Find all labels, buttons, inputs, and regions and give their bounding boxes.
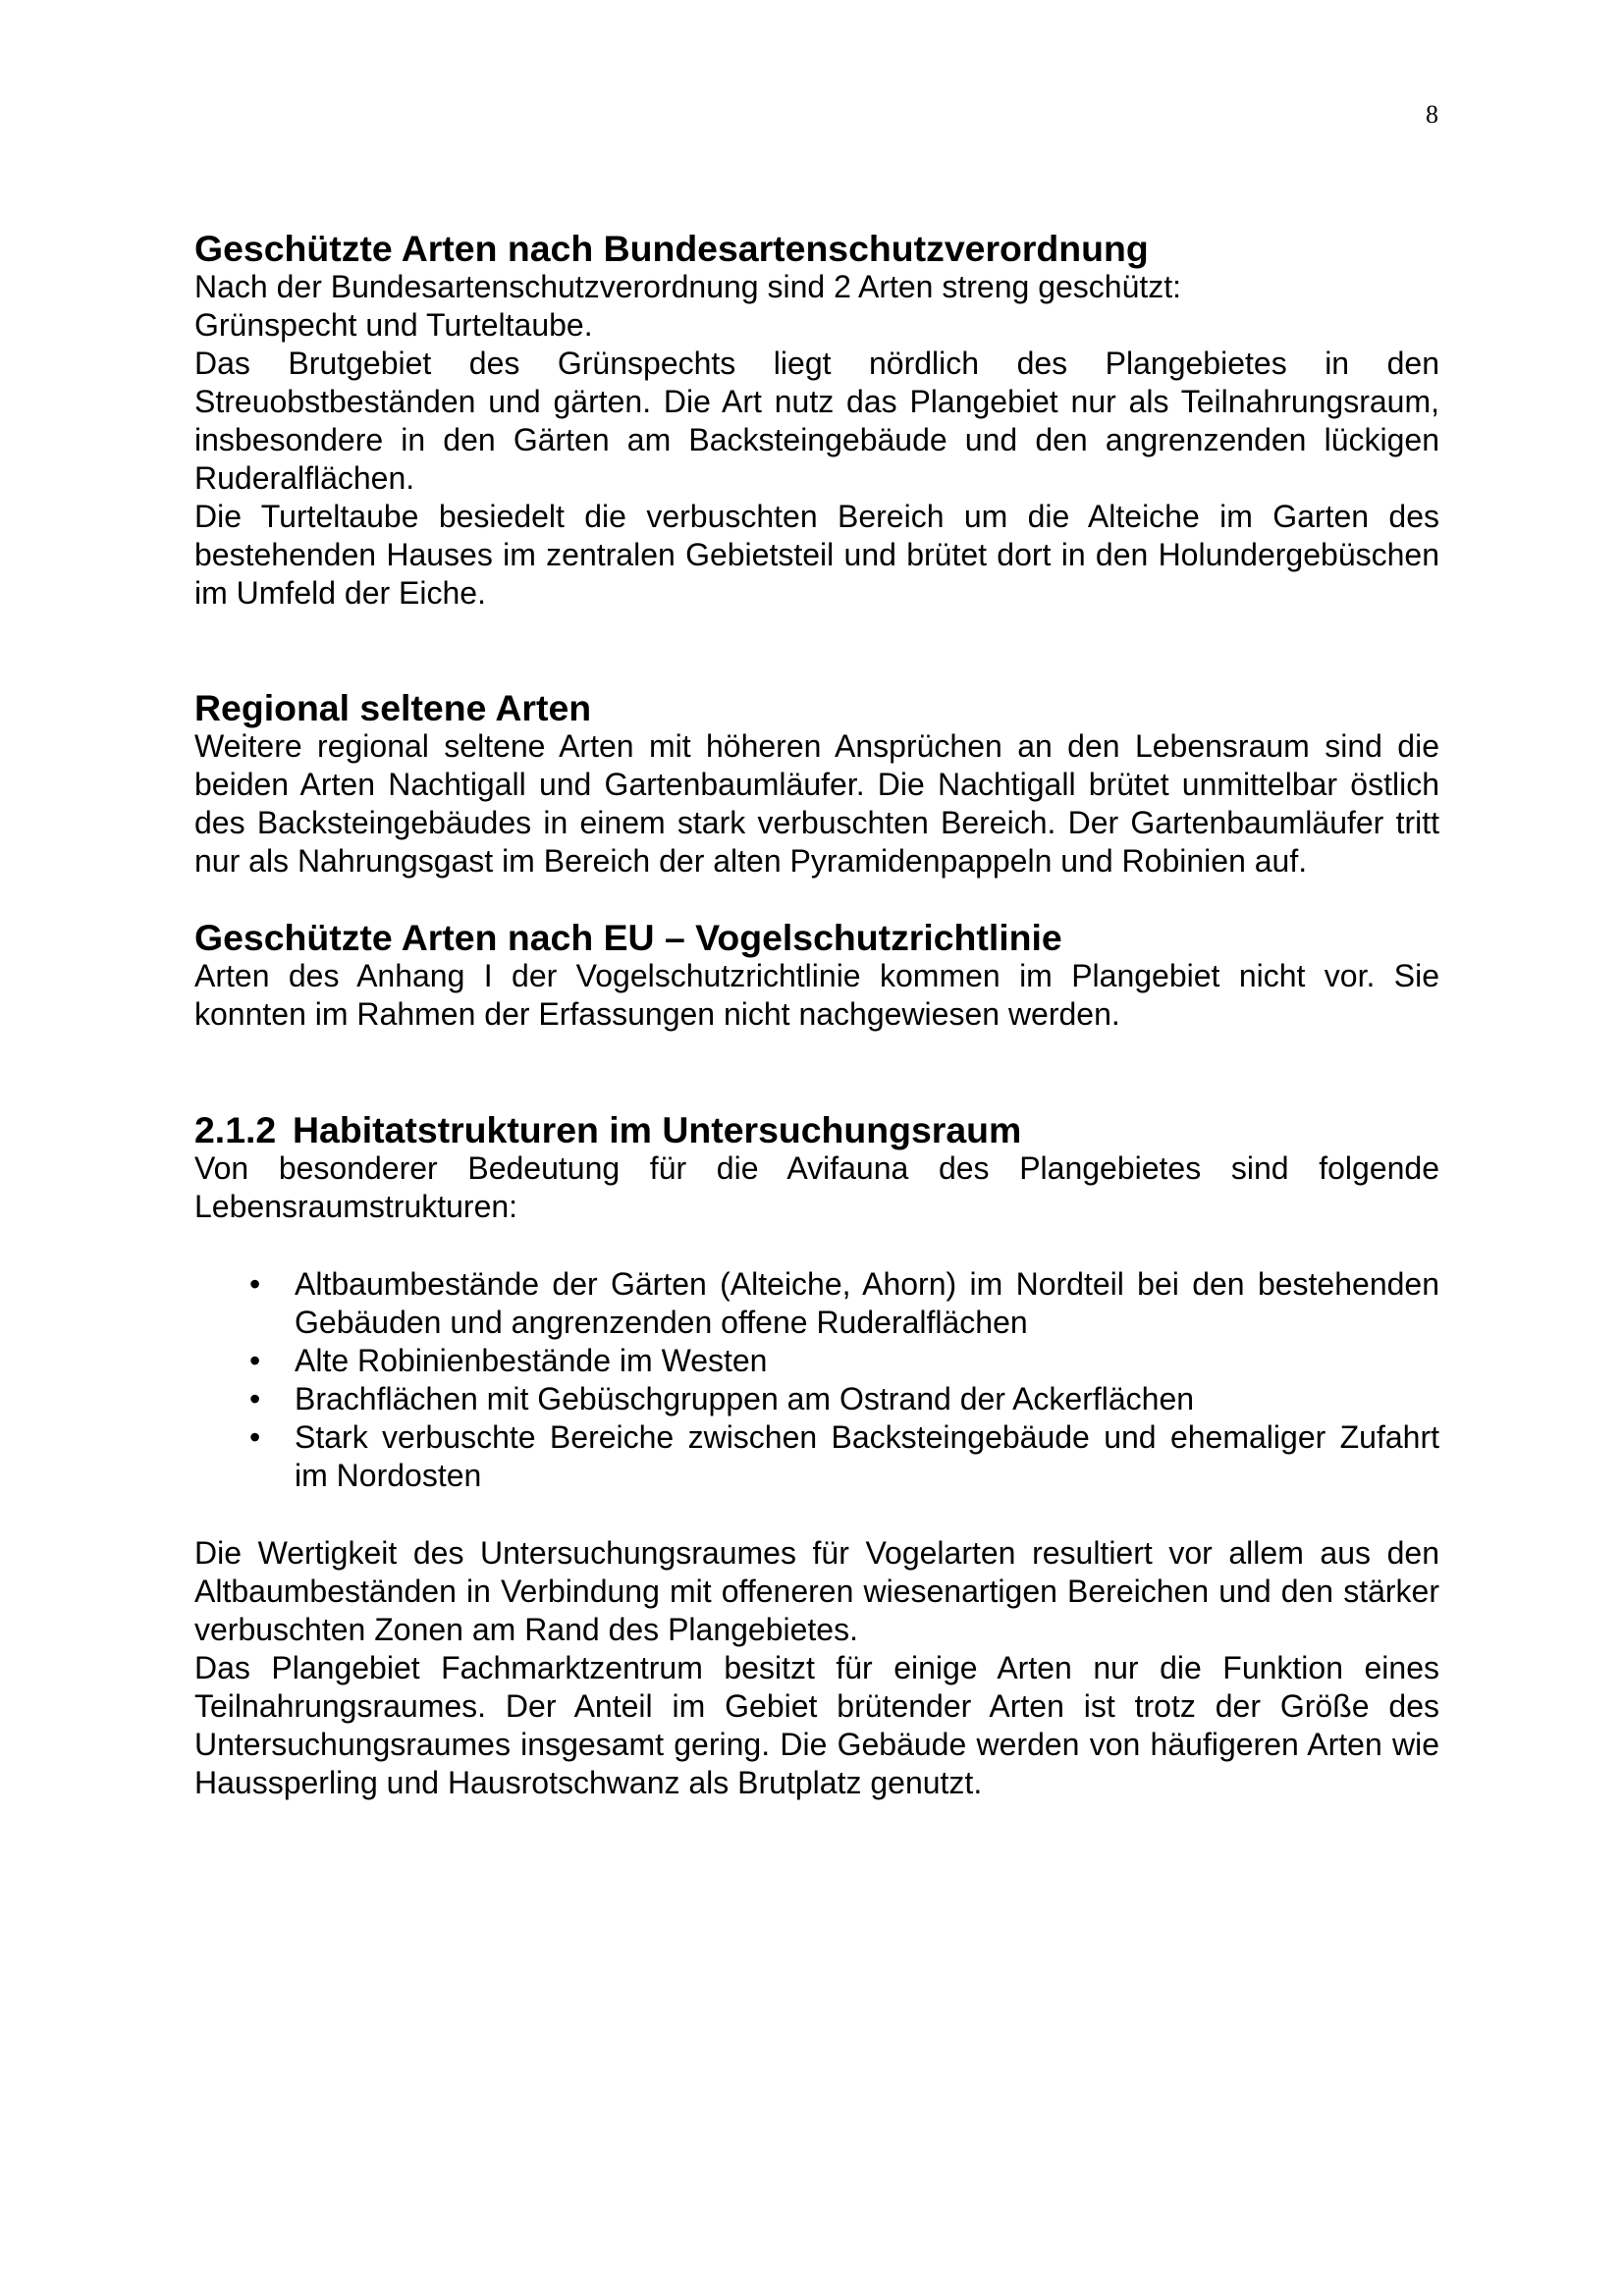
- paragraph: Die Turteltaube besiedelt die verbuschten Bereich um die Alteiche im Garten des bestehenden Hauses im zentralen Gebietsteil und brütet dort in den Holundergebüschen im Umfeld der Eiche.: [194, 499, 1439, 611]
- list-item-text: Alte Robinienbestände im Westen: [295, 1343, 768, 1378]
- list-item-text: Altbaumbestände der Gärten (Alteiche, Ahorn) im Nordteil bei den bestehenden Gebäuden und angrenzenden offene Ruderalflächen: [295, 1266, 1439, 1340]
- paragraph: Das Brutgebiet des Grünspechts liegt nördlich des Plangebietes in den Streuobstbeständen und gärten. Die Art nutz das Plangebiet nur als Teilnahrungsraum, insbesondere in den Gärten am Backsteingebäude und den angrenzenden lückigen Ruderalflächen.: [194, 346, 1439, 496]
- section-heading: Geschützte Arten nach EU – Vogelschutzrichtlinie: [194, 917, 1062, 958]
- list-item: [194, 1418, 1439, 1495]
- paragraph: Grünspecht und Turteltaube.: [194, 307, 593, 343]
- list-item-text: Stark verbuschte Bereiche zwischen Backsteingebäude und ehemaliger Zufahrt im Nordosten: [295, 1419, 1439, 1493]
- list-item: [194, 1380, 1439, 1418]
- list-item-text: Brachflächen mit Gebüschgruppen am Ostrand der Ackerflächen: [295, 1381, 1195, 1416]
- paragraph: Das Plangebiet Fachmarktzentrum besitzt für einige Arten nur die Funktion eines Teilnahrungsraumes. Der Anteil im Gebiet brütender Arten ist trotz der Größe des Untersuchungsraumes insgesamt gering. Die Gebäude werden von häufigeren Arten wie Haussperling und Hausrotschwanz als Brutplatz genutzt.: [194, 1650, 1439, 1800]
- subsection-title: Habitatstrukturen im Untersuchungsraum: [293, 1109, 1022, 1150]
- bullet-icon: •: [249, 1381, 261, 1416]
- section-heading: Geschützte Arten nach Bundesartenschutzverordnung: [194, 228, 1149, 269]
- bullet-list: [194, 1265, 1439, 1495]
- section-regional-rare: [194, 689, 1439, 881]
- list-item: [194, 1265, 1439, 1342]
- paragraph: Die Wertigkeit des Untersuchungsraumes für Vogelarten resultiert vor allem aus den Altbaumbeständen in Verbindung mit offeneren wiesenartigen Bereichen und den stärker verbuschten Zonen am Rand des Plangebietes.: [194, 1535, 1439, 1647]
- page-number: 8: [1426, 100, 1438, 129]
- document-body: [194, 230, 1439, 1802]
- paragraph: Weitere regional seltene Arten mit höheren Ansprüchen an den Lebensraum sind die beiden Arten Nachtigall und Gartenbaumläufer. Die Nachtigall brütet unmittelbar östlich des Backsteingebäudes in einem stark verbuschten Bereich. Der Gartenbaumläufer tritt nur als Nahrungsgast im Bereich der alten Pyramidenpappeln und Robinien auf.: [194, 728, 1439, 879]
- subsection-heading: [194, 1111, 1439, 1149]
- section-protected-eu: [194, 919, 1439, 1034]
- paragraph: Von besonderer Bedeutung für die Avifauna des Plangebietes sind folgende Lebensraumstrukturen:: [194, 1150, 1439, 1224]
- bullet-icon: •: [249, 1419, 261, 1455]
- bullet-icon: •: [249, 1266, 261, 1302]
- subsection-number: 2.1.2: [194, 1109, 277, 1150]
- list-item: [194, 1342, 1439, 1380]
- section-heading: Regional seltene Arten: [194, 687, 592, 728]
- section-habitat: [194, 1111, 1439, 1802]
- bullet-icon: •: [249, 1343, 261, 1378]
- section-protected-federal: [194, 230, 1439, 613]
- paragraph: Arten des Anhang I der Vogelschutzrichtlinie kommen im Plangebiet nicht vor. Sie konnten im Rahmen der Erfassungen nicht nachgewiesen werden.: [194, 958, 1439, 1032]
- paragraph: Nach der Bundesartenschutzverordnung sind 2 Arten streng geschützt:: [194, 269, 1182, 304]
